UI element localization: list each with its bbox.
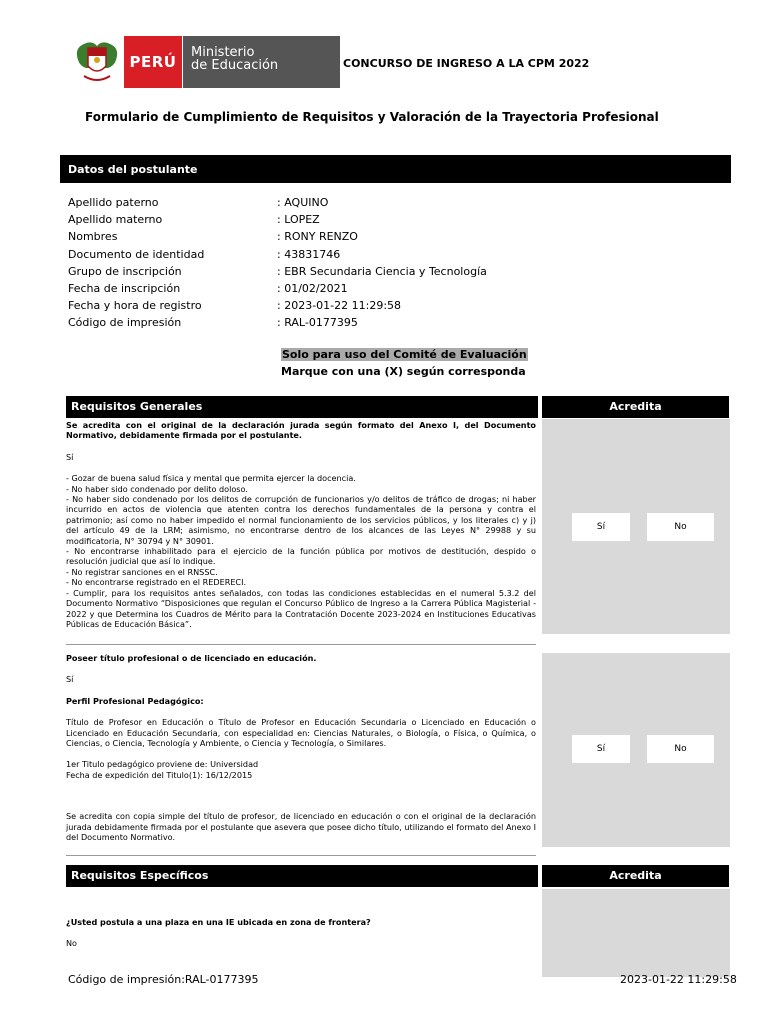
req1-item: - No registrar sanciones en el RNSSC. bbox=[66, 566, 218, 577]
comite-note bbox=[281, 348, 528, 378]
datos-row bbox=[68, 299, 708, 316]
comite-line1: Solo para uso del Comité de Evaluación bbox=[282, 348, 527, 361]
comite-line2: Marque con una (X) según corresponda bbox=[281, 365, 526, 378]
option-no-1[interactable]: No bbox=[647, 513, 714, 541]
datos-row bbox=[68, 265, 708, 282]
datos-row bbox=[68, 282, 708, 299]
req-generales-header: Requisitos Generales bbox=[66, 396, 538, 418]
divider bbox=[66, 855, 536, 856]
datos-value: : AQUINO bbox=[277, 196, 329, 209]
datos-label: Nombres bbox=[68, 230, 118, 244]
acredita-box-3 bbox=[542, 889, 730, 977]
datos-label: Documento de identidad bbox=[68, 247, 205, 261]
datos-value: : 01/02/2021 bbox=[277, 281, 348, 295]
datos-row bbox=[68, 316, 708, 333]
ministry-line2: de Educación bbox=[191, 58, 279, 73]
footer-fecha: 2023-01-22 11:29:58 bbox=[620, 973, 737, 986]
form-title: Formulario de Cumplimiento de Requisitos y Valoración de la Trayectoria Profesional bbox=[85, 110, 659, 124]
datos-label: Fecha de inscripción bbox=[68, 281, 181, 295]
datos-value: : 43831746 bbox=[277, 247, 341, 261]
section-datos-postulante: Datos del postulante bbox=[60, 155, 731, 183]
req1-heading: Se acredita con el original de la declaración jurada según formato del Anexo I, del Documento Normativo, debidamente firmada por el postulante. bbox=[66, 420, 536, 441]
req1-item: - No encontrarse inhabilitado para el ejercicio de la función pública por motivos de destitución, despido o resolución judicial que así lo indique. bbox=[66, 546, 536, 567]
datos-row bbox=[68, 248, 708, 265]
peru-logo: PERÚ bbox=[124, 36, 182, 88]
datos-row bbox=[68, 230, 708, 247]
datos-label: Apellido paterno bbox=[68, 196, 159, 209]
req-block-2 bbox=[66, 653, 536, 842]
req1-item: - No haber sido condenado por los delitos de corrupción de funcionarios y/o delitos de tráfico de drogas; ni haber incurrido en actos de violencia que atenten contra los derechos fundamentales de la persona y contra el patrimonio; así como no haber impedido el normal funcionamiento de los servicios públicos, y los literales c) y j) del artículo 49 de la LRM; asimismo, no encontrarse dentro de los alcances de las Leyes N° 29988 y su modificatoria, N° 30794 y N° 30901. bbox=[66, 494, 536, 546]
req2-perfil-heading: Perfil Profesional Pedagógico: bbox=[66, 695, 204, 706]
datos-value: : 2023-01-22 11:29:58 bbox=[277, 299, 402, 313]
req-block-3 bbox=[66, 917, 536, 949]
page-header bbox=[70, 36, 340, 88]
option-no-2[interactable]: No bbox=[647, 735, 714, 763]
req2-heading: Poseer título profesional o de licenciado en educación. bbox=[66, 653, 317, 663]
option-si-2[interactable]: Sí bbox=[572, 735, 630, 763]
req1-item: - Cumplir, para los requisitos antes señalados, con todas las condiciones establecidas en el numeral 5.3.2 del Documento Normativo “Disposiciones que regulan el Concurso Público de Ingreso a la Carrera Pública Magisterial - 2022 y que Determina los Cuadros de Mérito para la Contratación Docente 2023-2024 en Instituciones Educativas Públicas de Educación Básica”. bbox=[66, 587, 536, 629]
req2-perfil-text: Título de Profesor en Educación o Título de Profesor en Educación Secundaria o Licenciado en Educación o Licenciado en Educación Secundaria, con especialidad en: Ciencias Naturales, o Biología, o Física, o Química, o Ciencias, o Ciencia, Tecnología y Ambiente, o Ciencia y Tecnología, o Similares. bbox=[66, 717, 536, 749]
req-generales-acredita-header: Acredita bbox=[542, 396, 729, 418]
datos-row bbox=[68, 213, 708, 230]
ministry-logo bbox=[182, 36, 340, 88]
option-si-1[interactable]: Sí bbox=[572, 513, 630, 541]
req3-question: ¿Usted postula a una plaza en una IE ubicada en zona de frontera? bbox=[66, 917, 371, 927]
req1-item: - No haber sido condenado por delito doloso. bbox=[66, 483, 248, 494]
datos-postulante-list bbox=[68, 196, 708, 334]
req1-answer: Sí bbox=[66, 451, 74, 462]
req-especificos-acredita-header: Acredita bbox=[542, 865, 729, 887]
datos-value: : EBR Secundaria Ciencia y Tecnología bbox=[277, 264, 487, 278]
req2-answer: Sí bbox=[66, 674, 74, 685]
req1-item: - No encontrarse registrado en el REDERECI. bbox=[66, 577, 247, 588]
datos-value: : RAL-0177395 bbox=[277, 316, 358, 330]
req-especificos-header: Requisitos Específicos bbox=[66, 865, 538, 887]
datos-value: : RONY RENZO bbox=[277, 230, 358, 244]
datos-value: : LOPEZ bbox=[277, 213, 320, 227]
req2-titulo-line2: Fecha de expedición del Titulo(1): 16/12/2015 bbox=[66, 769, 253, 780]
footer-codigo: Código de impresión:RAL-0177395 bbox=[68, 973, 259, 986]
ministry-line1: Ministerio bbox=[191, 45, 255, 60]
divider bbox=[66, 644, 536, 645]
concurso-title: CONCURSO DE INGRESO A LA CPM 2022 bbox=[343, 57, 590, 70]
coat-of-arms-logo bbox=[70, 36, 124, 88]
req2-titulo-line1: 1er Titulo pedagógico proviene de: Universidad bbox=[66, 759, 259, 770]
datos-row bbox=[68, 196, 708, 213]
datos-label: Código de impresión bbox=[68, 316, 182, 330]
datos-label: Fecha y hora de registro bbox=[68, 299, 202, 313]
req2-acredita-text: Se acredita con copia simple del título de profesor, de licenciado en educación o con el original de la declaración jurada debidamente firmada por el postulante que asevera que posee dicho título, utilizando el formato del Anexo I del Documento Normativo. bbox=[66, 811, 536, 843]
req-block-1 bbox=[66, 420, 536, 629]
req1-item: - Gozar de buena salud física y mental que permita ejercer la docencia. bbox=[66, 473, 356, 484]
req3-answer: No bbox=[66, 938, 78, 949]
datos-label: Grupo de inscripción bbox=[68, 264, 182, 278]
datos-label: Apellido materno bbox=[68, 213, 163, 227]
